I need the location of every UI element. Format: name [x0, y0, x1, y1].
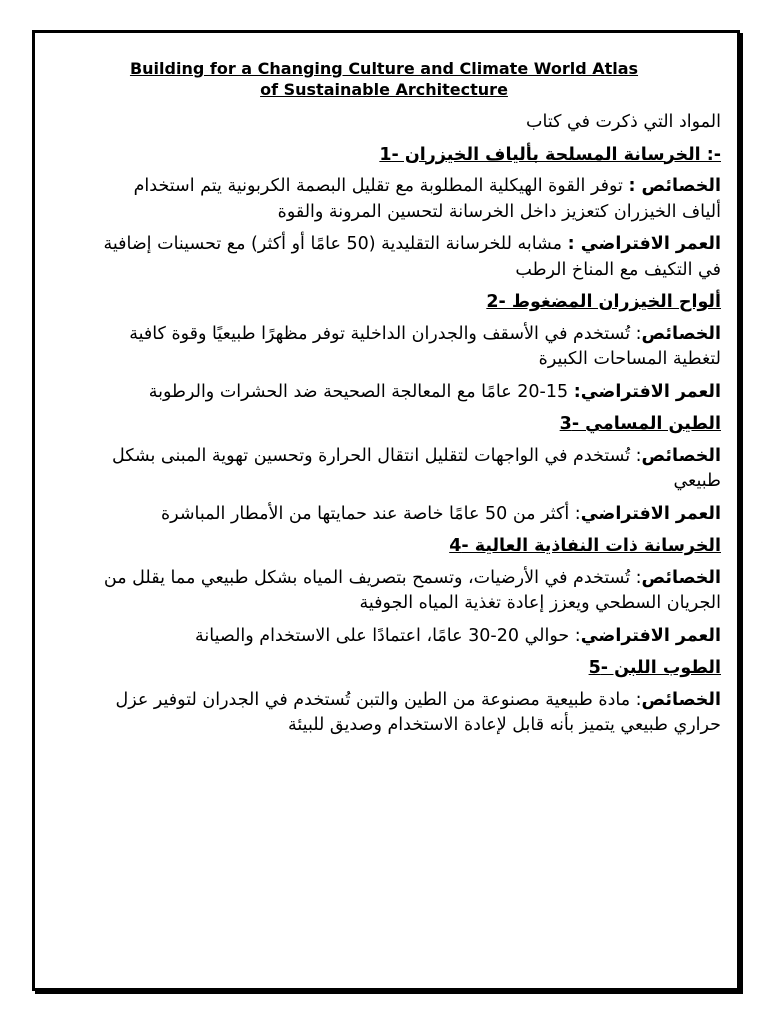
material-section-2: [92, 290, 721, 405]
material-section-5: [92, 656, 721, 739]
lifespan-text: 15-20 عامًا مع المعالجة الصحيحة ضد الحشرات والرطوبة: [148, 381, 574, 402]
properties-label: الخصائص: [641, 445, 721, 466]
title-line-2: of Sustainable Architecture: [260, 80, 508, 99]
section-heading: الطوب اللبن -5: [588, 658, 721, 678]
section-heading: ألواح الخيزران المضغوط -2: [486, 292, 721, 312]
lifespan-text: مشابه للخرسانة التقليدية (50 عامًا أو أكثر) مع تحسينات إضافية في التكيف مع المناخ الرطب: [103, 234, 721, 280]
properties-label: الخصائص: [641, 323, 721, 344]
lifespan-paragraph: [92, 624, 721, 650]
properties-label: الخصائص: [641, 567, 721, 588]
material-section-3: [92, 412, 721, 527]
section-heading: -: الخرسانة المسلحة بألياف الخيزران -1: [379, 144, 721, 165]
lifespan-label: العمر الافتراضي:: [573, 381, 721, 402]
document-title: [0, 58, 768, 100]
intro-line: المواد التي ذكرت في كتاب: [526, 112, 721, 132]
properties-label: الخصائص: [641, 689, 721, 710]
lifespan-label: العمر الافتراضي: [580, 503, 721, 524]
lifespan-paragraph: [92, 232, 721, 283]
lifespan-paragraph: [92, 502, 721, 528]
lifespan-text: : حوالي 20-30 عامًا، اعتمادًا على الاستخدام والصيانة: [195, 625, 581, 646]
section-heading: الخرسانة ذات النفاذية العالية -4: [449, 536, 721, 556]
lifespan-label: العمر الافتراضي :: [567, 234, 721, 254]
properties-paragraph: [92, 174, 721, 225]
properties-paragraph: [92, 444, 721, 495]
properties-text: : تُستخدم في الأرضيات، وتسمح بتصريف المياه بشكل طبيعي مما يقلل من الجريان السطحي ويعزز إعادة تغذية المياه الجوفية: [103, 567, 721, 613]
properties-paragraph: [92, 566, 721, 617]
lifespan-label: العمر الافتراضي: [580, 625, 721, 646]
properties-text: : مادة طبيعية مصنوعة من الطين والتبن تُستخدم في الجدران لتوفير عزل حراري طبيعي يتميز بأنه قابل لإعادة الاستخدام وصديق للبيئة: [115, 689, 721, 735]
section-heading: الطين المسامي -3: [559, 414, 721, 434]
material-section-1: [92, 143, 721, 284]
lifespan-paragraph: [92, 380, 721, 406]
properties-label: الخصائص :: [628, 176, 721, 196]
lifespan-text: : أكثر من 50 عامًا خاصة عند حمايتها من الأمطار المباشرة: [161, 503, 581, 524]
properties-paragraph: [92, 688, 721, 739]
properties-paragraph: [92, 322, 721, 373]
properties-text: توفر القوة الهيكلية المطلوبة مع تقليل البصمة الكربونية يتم استخدام ألياف الخيزران كتعزيز داخل الخرسانة لتحسين المرونة والقوة: [133, 176, 721, 222]
properties-text: : تُستخدم في الواجهات لتقليل انتقال الحرارة وتحسين تهوية المبنى بشكل طبيعي: [111, 445, 721, 491]
material-section-4: [92, 534, 721, 649]
properties-text: : تُستخدم في الأسقف والجدران الداخلية توفر مظهرًا طبيعيًا وقوة كافية لتغطية المساحات الكبيرة: [129, 323, 721, 369]
title-line-1: Building for a Changing Culture and Climate World Atlas: [129, 59, 639, 78]
document-body: [92, 110, 721, 746]
